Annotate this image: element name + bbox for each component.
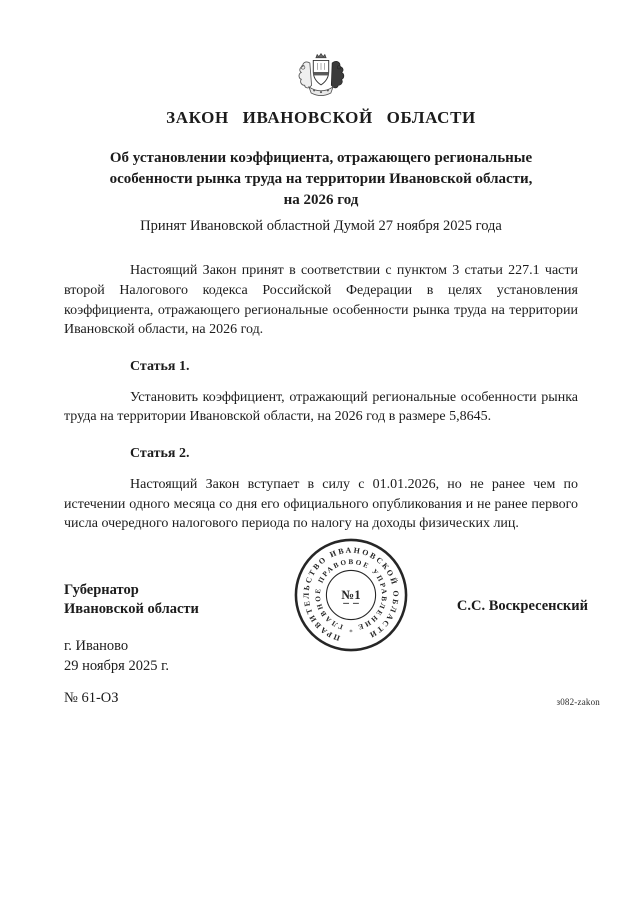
signing-date: 29 ноября 2025 г. bbox=[64, 657, 170, 674]
article-1-text: Установить коэффициент, отражающий региональные особенности рынка труда на территории Ивановской области, на 2026 год в размере 5,8645. bbox=[64, 389, 578, 425]
stamp-number: №1 bbox=[341, 587, 361, 602]
heading-line-3: на 2026 год bbox=[283, 191, 359, 208]
stamp-star: * bbox=[349, 629, 353, 637]
signer-name: С.С. Воскресенский bbox=[456, 597, 588, 614]
signature-block bbox=[64, 536, 588, 686]
article-1-title: Статья 1. bbox=[130, 358, 190, 374]
article-2-title: Статья 2. bbox=[130, 446, 190, 462]
legal-department-stamp bbox=[292, 536, 410, 654]
signer-role-line-2: Ивановской области bbox=[64, 601, 199, 618]
stamp-inner-text: ГЛАВНОЕ ПРАВОВОЕ УПРАВЛЕНИЕ bbox=[313, 557, 389, 632]
ivanovo-oblast-coat-of-arms-icon bbox=[291, 50, 351, 100]
article-2-text: Настоящий Закон вступает в силу с 01.01.2026, но не ранее чем по истечении одного месяца со дня его официального опубликования и не ранее первого числа очередного налогового периода по налогу на доходы физических лиц. bbox=[64, 477, 578, 532]
file-code: з082-zakon bbox=[556, 696, 600, 707]
signing-place: г. Иваново bbox=[64, 637, 129, 654]
footer-row bbox=[64, 690, 600, 707]
intro-paragraph: Настоящий Закон принят в соответствии с пунктом 3 статьи 227.1 части второй Налогового кодекса Российской Федерации в целях установления коэффициента, отражающего региональные особенности рынка труда на территории Ивановской области, на 2026 год. bbox=[64, 263, 578, 338]
heading-line-1: Об установлении коэффициента, отражающего региональные bbox=[109, 150, 533, 167]
signer-role bbox=[64, 581, 199, 620]
signer-role-line-1: Губернатор bbox=[64, 581, 139, 598]
adoption-line: Принят Ивановской областной Думой 27 ноября 2025 года bbox=[140, 218, 502, 235]
document-title: ЗАКОН ИВАНОВСКОЙ ОБЛАСТИ bbox=[166, 108, 476, 127]
document-number: № 61-ОЗ bbox=[64, 689, 119, 706]
stamp-outer-text: ПРАВИТЕЛЬСТВО ИВАНОВСКОЙ ОБЛАСТИ bbox=[301, 545, 401, 643]
heading-line-2: особенности рынка труда на территории Ивановской области, bbox=[109, 171, 533, 188]
place-and-date bbox=[64, 636, 169, 676]
document-subject-heading bbox=[64, 148, 578, 210]
